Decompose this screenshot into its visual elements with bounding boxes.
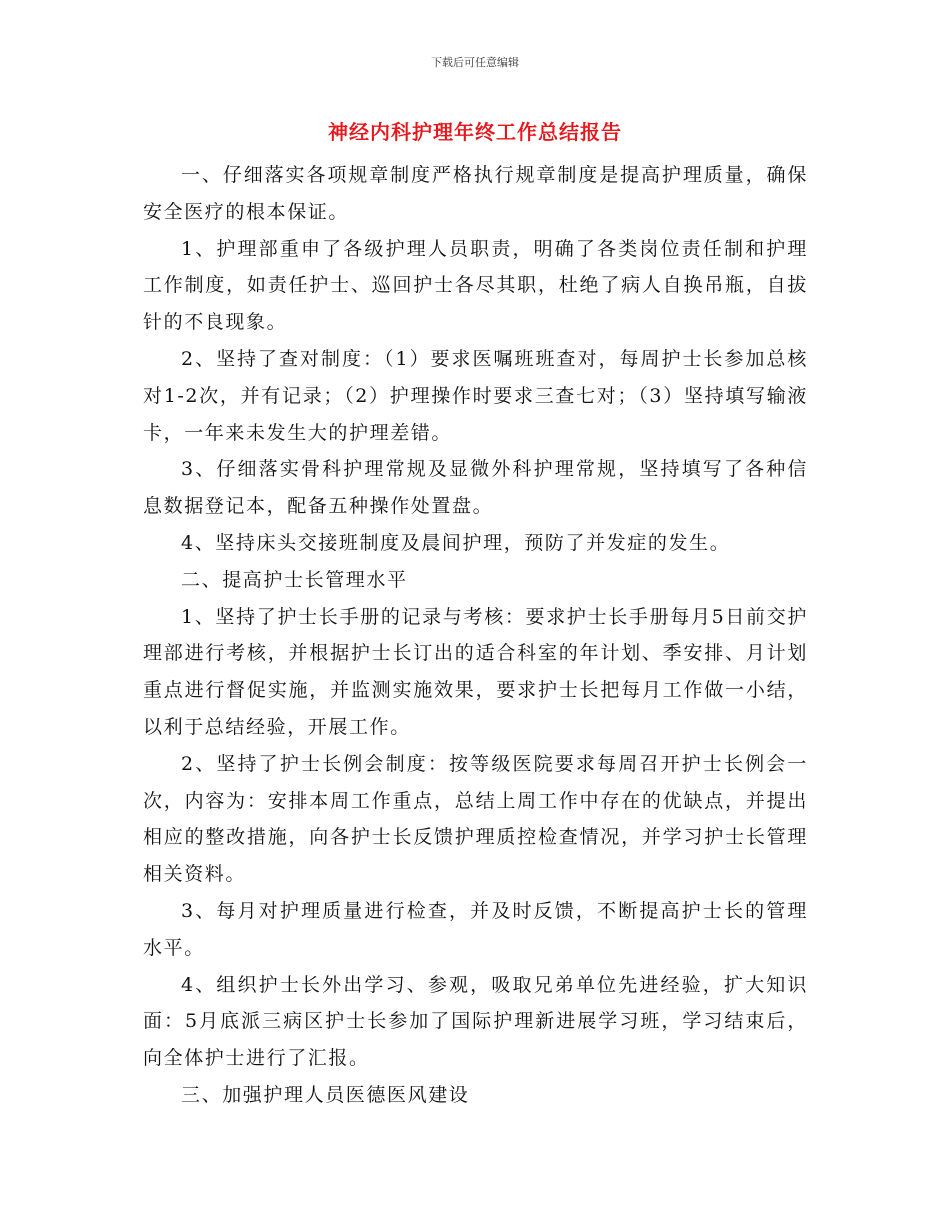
header-note: 下载后可任意编辑	[431, 56, 519, 69]
paragraph: 1、护理部重申了各级护理人员职责，明确了各类岗位责任制和护理工作制度，如责任护士、巡回护士各尽其职，杜绝了病人自换吊瓶，自拔针的不良现象。	[143, 237, 808, 334]
document-body	[143, 157, 808, 1114]
document-title: 神经内科护理年终工作总结报告	[328, 120, 622, 144]
paragraph: 3、仔细落实骨科护理常规及显微外科护理常规，坚持填写了各种信息数据登记本，配备五种操作处置盘。	[143, 458, 808, 518]
paragraph: 3、每月对护理质量进行检查，并及时反馈，不断提高护士长的管理水平。	[143, 899, 808, 959]
paragraph: 2、坚持了查对制度：（1）要求医嘱班班查对，每周护士长参加总核对1-2次，并有记录；（2）护理操作时要求三查七对；（3）坚持填写输液卡，一年来未发生大的护理差错。	[143, 347, 808, 444]
paragraph: 2、坚持了护士长例会制度：按等级医院要求每周召开护士长例会一次，内容为：安排本周工作重点，总结上周工作中存在的优缺点，并提出相应的整改措施，向各护士长反馈护理质控检查情况，并学习护士长管理相关资料。	[143, 752, 808, 886]
paragraph: 1、坚持了护士长手册的记录与考核：要求护士长手册每月5日前交护理部进行考核，并根据护士长订出的适合科室的年计划、季安排、月计划重点进行督促实施，并监测实施效果，要求护士长把每月工作做一小结，以利于总结经验，开展工作。	[143, 605, 808, 738]
paragraph: 一、仔细落实各项规章制度严格执行规章制度是提高护理质量，确保安全医疗的根本保证。	[143, 164, 808, 223]
section-heading: 二、提高护士长管理水平	[181, 568, 408, 591]
paragraph: 4、组织护士长外出学习、参观，吸取兄弟单位先进经验，扩大知识面：5月底派三病区护士长参加了国际护理新进展学习班，学习结束后，向全体护士进行了汇报。	[143, 973, 808, 1070]
section-heading: 三、加强护理人员医德医风建设	[181, 1083, 470, 1106]
paragraph: 4、坚持床头交接班制度及晨间护理，预防了并发症的发生。	[181, 531, 731, 554]
